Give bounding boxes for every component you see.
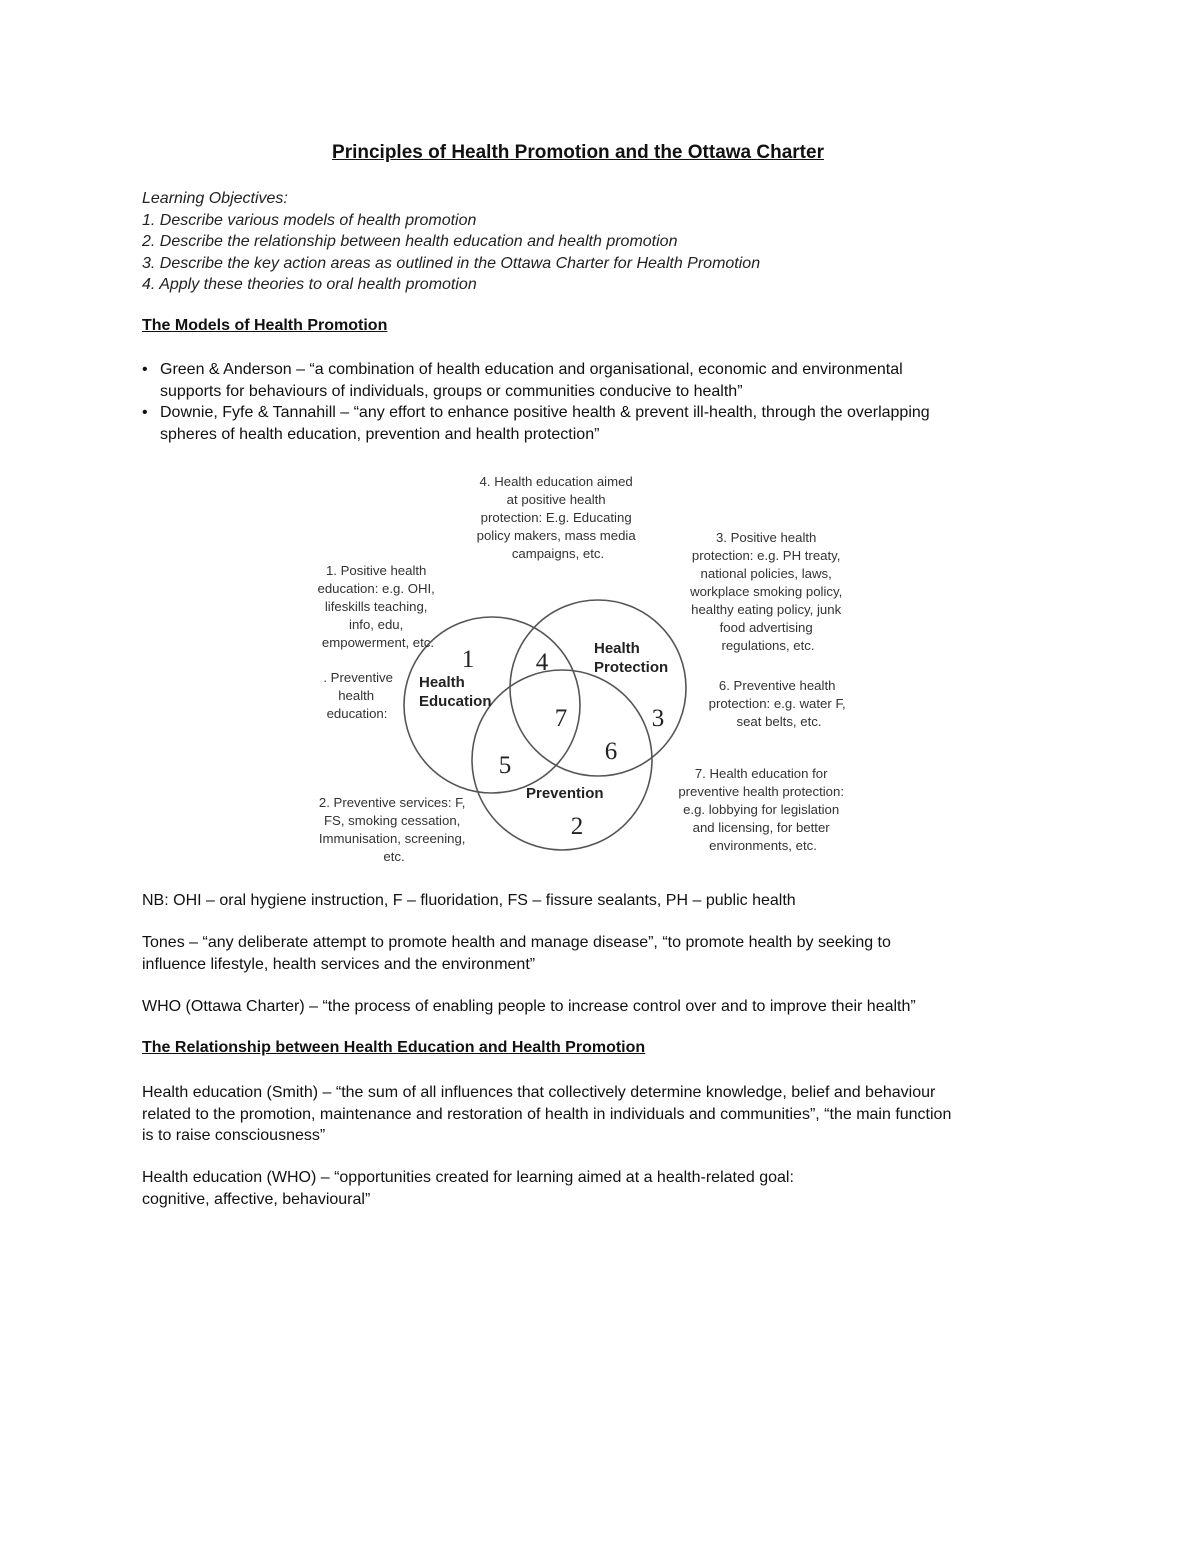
bullet-item bbox=[142, 402, 1042, 445]
nb-abbreviations bbox=[142, 890, 1067, 912]
models-bullet-list bbox=[142, 359, 1042, 445]
objective-item: 4. Apply these theories to oral health promotion bbox=[142, 276, 477, 293]
objective-item: 2. Describe the relationship between health education and health promotion bbox=[142, 233, 678, 250]
objectives-heading: Learning Objectives: bbox=[142, 190, 288, 207]
objective-item: 1. Describe various models of health promotion bbox=[142, 211, 477, 229]
nb-line: NB: OHI – oral hygiene instruction, F – fluoridation, FS – fissure sealants, PH – public health bbox=[142, 892, 796, 909]
tones-line: Tones – “any deliberate attempt to promote health and manage disease”, “to promote health by seeking to bbox=[142, 934, 891, 951]
label-prevention: Prevention bbox=[526, 785, 604, 802]
smith-definition bbox=[142, 1082, 1067, 1147]
region-number-1: 1 bbox=[461, 646, 475, 673]
label-health-protection: Health Protection bbox=[594, 640, 669, 676]
region-number-4: 4 bbox=[535, 649, 549, 676]
caption-preventive-health-education: . Preventive health education: bbox=[323, 670, 393, 721]
bullet-line: • Green & Anderson – “a combination of health education and organisational, economic and environmental bbox=[160, 361, 903, 378]
tones-line: influence lifestyle, health services and the environment” bbox=[142, 955, 536, 973]
who-ottawa-definition bbox=[142, 996, 1067, 1018]
section-heading-relationship: The Relationship between Health Education and Health Promotion bbox=[142, 1039, 646, 1056]
caption-2-preventive-services: 2. Preventive services: F, FS, smoking cessation, Immunisation, screening, etc. bbox=[318, 795, 466, 864]
region-number-3: 3 bbox=[651, 705, 665, 732]
health-promotion-venn-diagram bbox=[300, 462, 880, 870]
caption-7-health-education-preventive-protection: 7. Health education for preventive health protection: e.g. lobbying for legislation and licensing, for better environments, etc. bbox=[678, 766, 845, 853]
caption-6-preventive-health-protection: 6. Preventive health protection: e.g. water F, seat belts, etc. bbox=[708, 678, 846, 729]
caption-3-positive-health-protection: 3. Positive health protection: e.g. PH treaty, national policies, laws, workplace smoking policy, healthy eating policy, junk food advertising regulations, etc. bbox=[690, 530, 843, 653]
smith-line: Health education (Smith) – “the sum of all influences that collectively determine knowledge, belief and behaviour bbox=[142, 1084, 936, 1101]
who-health-education-definition bbox=[142, 1167, 1067, 1210]
region-number-7: 7 bbox=[554, 705, 568, 732]
who-line: Health education (WHO) – “opportunities created for learning aimed at a health-related goal: bbox=[142, 1169, 794, 1186]
objective-item: 3. Describe the key action areas as outlined in the Ottawa Charter for Health Promotion bbox=[142, 254, 761, 272]
smith-line: is to raise consciousness” bbox=[142, 1127, 326, 1144]
label-health-education: Health Education bbox=[419, 674, 492, 710]
region-number-6: 6 bbox=[604, 738, 618, 765]
region-number-2: 2 bbox=[570, 813, 584, 840]
caption-1-positive-health-education: 1. Positive health education: e.g. OHI, lifeskills teaching, info, edu, empowerment, etc. bbox=[317, 563, 435, 650]
section-heading-models: The Models of Health Promotion bbox=[142, 317, 388, 334]
bullet-line: supports for behaviours of individuals, groups or communities conducive to health” bbox=[160, 382, 743, 400]
circle-health-protection bbox=[510, 600, 686, 776]
page-title: Principles of Health Promotion and the Ottawa Charter bbox=[332, 142, 824, 163]
bullet-item bbox=[142, 359, 1042, 402]
who-line: cognitive, affective, behavioural” bbox=[142, 1190, 371, 1208]
bullet-line: • Downie, Fyfe & Tannahill – “any effort to enhance positive health & prevent ill-health, through the overlapping bbox=[160, 404, 930, 421]
tones-definition bbox=[142, 932, 1067, 975]
region-number-5: 5 bbox=[498, 752, 512, 779]
who-ottawa-line: WHO (Ottawa Charter) – “the process of enabling people to increase control over and to improve their health” bbox=[142, 998, 916, 1015]
learning-objectives bbox=[142, 188, 1102, 296]
caption-4-health-education-protection: 4. Health education aimed at positive health protection: E.g. Educating policy makers, mass media campaigns, etc. bbox=[476, 474, 636, 561]
bullet-line: spheres of health education, prevention and health protection” bbox=[160, 425, 600, 443]
smith-line: related to the promotion, maintenance and restoration of health in individuals and communities”, “the main function bbox=[142, 1105, 952, 1123]
